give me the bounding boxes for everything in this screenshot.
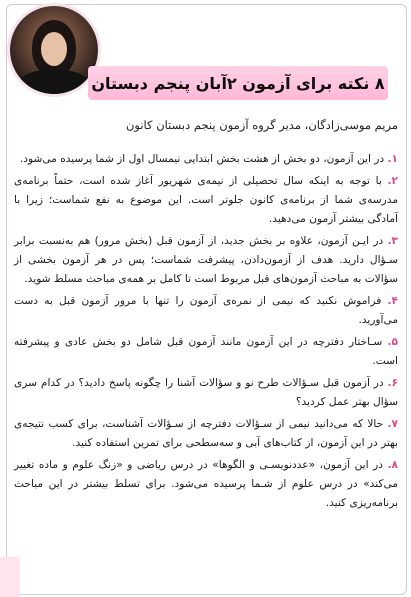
point-number: ۱. bbox=[387, 153, 398, 165]
point-number: ۸. bbox=[387, 459, 398, 471]
point-8 bbox=[14, 456, 398, 513]
point-text: با توجه به اینکه سال تحصیلی از نیمه‌ی شهریور آغاز شده است، حتماً برنامه‌ی مدرسه‌ی شما از برنامه‌ی کانون جلوتر است. این موضوع به نفع شماست؛ زیرا با آمادگی بیشتر آزمون می‌دهید. bbox=[14, 175, 398, 225]
point-6 bbox=[14, 374, 398, 412]
author-face bbox=[41, 32, 67, 66]
point-number: ۲. bbox=[387, 175, 398, 187]
point-5 bbox=[14, 333, 398, 371]
point-number: ۳. bbox=[387, 235, 398, 247]
point-7 bbox=[14, 415, 398, 453]
article-title: ۸ نکته برای آزمون ۲آبان پنجم دبستان bbox=[91, 73, 385, 93]
point-text: حالا که می‌دانید نیمی از سـؤالات دفترچه از سـؤالات آشناست، برای کسب نتیجه‌ی بهتر در این آزمون، از کتاب‌های آبی و سه‌سطحی برای تمرین استفاده کنید. bbox=[14, 418, 398, 449]
point-text: فراموش نکنید که نیمی از نمره‌ی آزمون را تنها با مرور آزمون قبل به دست می‌آورید. bbox=[14, 295, 398, 326]
point-text: در آزمون قبل سـؤالات طرح نو و سؤالات آشنا را چگونه پاسخ دادید؟ در کدام سری سؤال بهتر عمل کردید؟ bbox=[14, 377, 398, 408]
point-text: در این آزمون، «عددنویسـی و الگوها» در درس ریاضی و «زنگ علوم و ماده تغییر می‌کند» در درس علوم از شـما پرسیده می‌شود. برای تسلط بیشتر در این مباحث برنامه‌ریزی کنید. bbox=[14, 459, 398, 509]
article-body bbox=[14, 150, 398, 516]
author-clothing bbox=[18, 70, 90, 94]
point-4 bbox=[14, 292, 398, 330]
point-number: ۴. bbox=[387, 295, 398, 307]
point-text: سـاختار دفترچه در این آزمون مانند آزمون قبل شامل دو بخش عادی و پیشرفته است. bbox=[14, 336, 398, 367]
title-banner bbox=[88, 66, 388, 100]
author-photo bbox=[10, 6, 98, 94]
point-1 bbox=[14, 150, 398, 169]
point-text: در این آزمون، دو بخش از هشت بخش ابتدایی نیمسال اول از شما پرسیده می‌شود. bbox=[19, 153, 388, 165]
decorative-strip bbox=[0, 557, 20, 597]
point-text: در ایـن آزمون، علاوه بر بخش جدید، از آزمون قبل (بخش مرور) هم به‌نسبت برابر سـؤال دارید. هدف از آزمون‌دادن، پیشرفت شماست؛ پس در هر آزمون بخشی از سؤالات به مباحث آزمون‌های قبل مربوط است تا کامل بر همه‌ی مباحث مسلط شوید. bbox=[14, 235, 398, 285]
author-byline: مریم موسی‌زادگان، مدیر گروه آزمون پنجم دبستان کانون bbox=[125, 118, 398, 132]
point-number: ۵. bbox=[387, 336, 398, 348]
point-number: ۷. bbox=[387, 418, 398, 430]
point-number: ۶. bbox=[387, 377, 398, 389]
point-3 bbox=[14, 232, 398, 289]
point-2 bbox=[14, 172, 398, 229]
